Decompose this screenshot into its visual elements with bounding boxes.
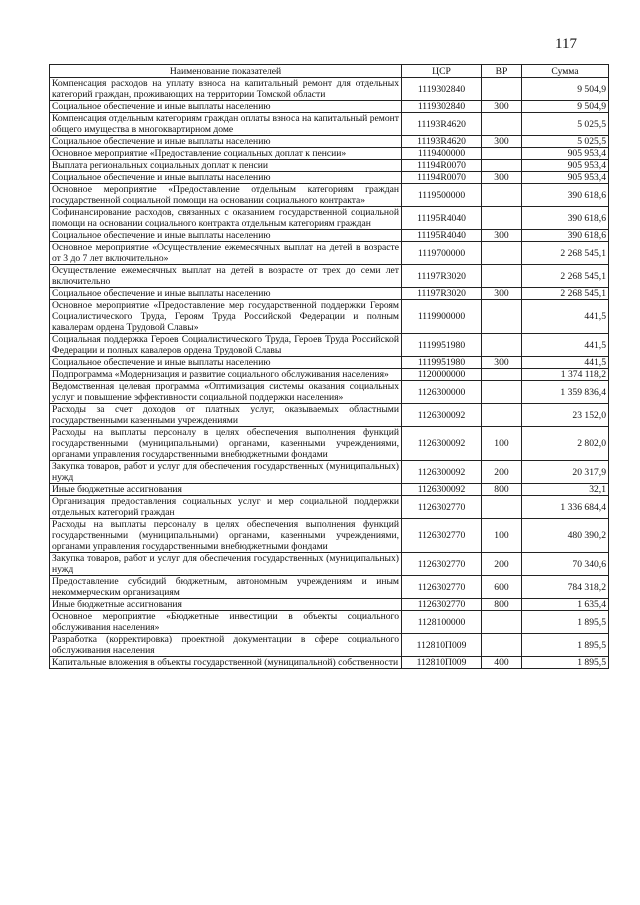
row-vr-cell xyxy=(482,611,522,634)
table-row xyxy=(50,576,609,599)
row-name-cell: Социальное обеспечение и иные выплаты населению xyxy=(50,357,402,369)
row-name-cell: Ведомственная целевая программа «Оптимизация системы оказания социальных услуг и повышение эффективности социальной поддержки населения» xyxy=(50,381,402,404)
row-csr-cell: 1119951980 xyxy=(402,357,482,369)
table-row xyxy=(50,369,609,381)
row-sum-cell: 784 318,2 xyxy=(522,576,609,599)
row-vr-cell xyxy=(482,148,522,160)
row-name-cell: Софинансирование расходов, связанных с оказанием государственной социальной помощи на основании социального контракта отдельным категориям граждан xyxy=(50,207,402,230)
table-header-row xyxy=(50,65,609,78)
row-vr-cell: 300 xyxy=(482,136,522,148)
header-sum: Сумма xyxy=(522,65,609,78)
table-row xyxy=(50,381,609,404)
row-sum-cell: 390 618,6 xyxy=(522,207,609,230)
row-sum-cell: 23 152,0 xyxy=(522,404,609,427)
row-vr-cell xyxy=(482,496,522,519)
row-name-cell: Социальное обеспечение и иные выплаты населению xyxy=(50,101,402,113)
row-name-cell: Социальное обеспечение и иные выплаты населению xyxy=(50,230,402,242)
row-name-cell: Предоставление субсидий бюджетным, автономным учреждениям и иным некоммерческим организациям xyxy=(50,576,402,599)
row-csr-cell: 1119400000 xyxy=(402,148,482,160)
row-csr-cell: 11197R3020 xyxy=(402,288,482,300)
row-sum-cell: 5 025,5 xyxy=(522,113,609,136)
header-vr: ВР xyxy=(482,65,522,78)
row-sum-cell: 1 374 118,2 xyxy=(522,369,609,381)
row-sum-cell: 905 953,4 xyxy=(522,148,609,160)
row-vr-cell: 300 xyxy=(482,230,522,242)
row-csr-cell: 1126302770 xyxy=(402,599,482,611)
table-row xyxy=(50,461,609,484)
row-name-cell: Разработка (корректировка) проектной документации в сфере социального обслуживания населения xyxy=(50,634,402,657)
row-vr-cell: 800 xyxy=(482,484,522,496)
row-vr-cell: 300 xyxy=(482,357,522,369)
table-row xyxy=(50,484,609,496)
row-sum-cell: 390 618,6 xyxy=(522,230,609,242)
row-sum-cell: 20 317,9 xyxy=(522,461,609,484)
row-csr-cell: 1126302770 xyxy=(402,519,482,553)
row-csr-cell: 11193R4620 xyxy=(402,113,482,136)
row-sum-cell: 441,5 xyxy=(522,334,609,357)
row-vr-cell xyxy=(482,184,522,207)
row-name-cell: Выплата региональных социальных доплат к пенсии xyxy=(50,160,402,172)
table-row xyxy=(50,496,609,519)
row-csr-cell: 1126302770 xyxy=(402,576,482,599)
row-sum-cell: 905 953,4 xyxy=(522,172,609,184)
row-vr-cell xyxy=(482,265,522,288)
table-row xyxy=(50,657,609,669)
row-vr-cell: 300 xyxy=(482,101,522,113)
row-sum-cell: 441,5 xyxy=(522,300,609,334)
row-csr-cell: 1119700000 xyxy=(402,242,482,265)
row-csr-cell: 11197R3020 xyxy=(402,265,482,288)
row-name-cell: Социальное обеспечение и иные выплаты населению xyxy=(50,136,402,148)
row-name-cell: Подпрограмма «Модернизация и развитие социального обслуживания населения» xyxy=(50,369,402,381)
row-name-cell: Социальное обеспечение и иные выплаты населению xyxy=(50,172,402,184)
row-vr-cell: 200 xyxy=(482,553,522,576)
row-csr-cell: 1126300092 xyxy=(402,484,482,496)
row-sum-cell: 480 390,2 xyxy=(522,519,609,553)
table-row xyxy=(50,357,609,369)
row-name-cell: Расходы за счет доходов от платных услуг, оказываемых областными государственными казенными учреждениями xyxy=(50,404,402,427)
table-row xyxy=(50,113,609,136)
row-vr-cell xyxy=(482,404,522,427)
row-sum-cell: 1 635,4 xyxy=(522,599,609,611)
row-csr-cell: 11193R4620 xyxy=(402,136,482,148)
table-row xyxy=(50,101,609,113)
row-name-cell: Социальное обеспечение и иные выплаты населению xyxy=(50,288,402,300)
table-row xyxy=(50,207,609,230)
table-row xyxy=(50,300,609,334)
row-vr-cell: 600 xyxy=(482,576,522,599)
row-vr-cell: 300 xyxy=(482,288,522,300)
row-vr-cell: 300 xyxy=(482,172,522,184)
table-row xyxy=(50,334,609,357)
row-csr-cell: 1119302840 xyxy=(402,78,482,101)
row-sum-cell: 905 953,4 xyxy=(522,160,609,172)
row-csr-cell: 11194R0070 xyxy=(402,160,482,172)
row-csr-cell: 112810П009 xyxy=(402,634,482,657)
row-sum-cell: 1 359 836,4 xyxy=(522,381,609,404)
budget-table xyxy=(49,64,609,669)
row-name-cell: Компенсация отдельным категориям граждан оплаты взноса на капитальный ремонт общего имущества в многоквартирном доме xyxy=(50,113,402,136)
table-row xyxy=(50,288,609,300)
row-vr-cell: 100 xyxy=(482,519,522,553)
row-sum-cell: 9 504,9 xyxy=(522,101,609,113)
row-name-cell: Компенсация расходов на уплату взноса на капитальный ремонт для отдельных категорий граждан, проживающих на территории Томской области xyxy=(50,78,402,101)
row-name-cell: Закупка товаров, работ и услуг для обеспечения государственных (муниципальных) нужд xyxy=(50,553,402,576)
row-sum-cell: 441,5 xyxy=(522,357,609,369)
row-sum-cell: 2 268 545,1 xyxy=(522,242,609,265)
row-csr-cell: 1126300092 xyxy=(402,427,482,461)
row-sum-cell: 9 504,9 xyxy=(522,78,609,101)
row-name-cell: Закупка товаров, работ и услуг для обеспечения государственных (муниципальных) нужд xyxy=(50,461,402,484)
row-vr-cell: 200 xyxy=(482,461,522,484)
row-vr-cell xyxy=(482,300,522,334)
table-row xyxy=(50,611,609,634)
row-csr-cell: 1126302770 xyxy=(402,553,482,576)
table-row xyxy=(50,78,609,101)
row-csr-cell: 11195R4040 xyxy=(402,230,482,242)
row-name-cell: Капитальные вложения в объекты государственной (муниципальной) собственности xyxy=(50,657,402,669)
table-row xyxy=(50,230,609,242)
row-name-cell: Иные бюджетные ассигнования xyxy=(50,484,402,496)
row-vr-cell xyxy=(482,160,522,172)
header-csr: ЦСР xyxy=(402,65,482,78)
table-row xyxy=(50,160,609,172)
row-vr-cell xyxy=(482,78,522,101)
row-sum-cell: 2 268 545,1 xyxy=(522,288,609,300)
row-csr-cell: 1126300000 xyxy=(402,381,482,404)
row-vr-cell xyxy=(482,207,522,230)
row-csr-cell: 1119302840 xyxy=(402,101,482,113)
row-name-cell: Социальная поддержка Героев Социалистического Труда, Героев Труда Российской Федерации и полных кавалеров ордена Трудовой Славы xyxy=(50,334,402,357)
table-row xyxy=(50,265,609,288)
row-name-cell: Основное мероприятие «Предоставление отдельным категориям граждан государственной социальной помощи на основании социального контракта» xyxy=(50,184,402,207)
row-sum-cell: 2 802,0 xyxy=(522,427,609,461)
table-row xyxy=(50,427,609,461)
table-row xyxy=(50,634,609,657)
row-name-cell: Осуществление ежемесячных выплат на детей в возрасте от трех до семи лет включительно xyxy=(50,265,402,288)
row-vr-cell xyxy=(482,334,522,357)
table-row xyxy=(50,519,609,553)
row-csr-cell: 112810П009 xyxy=(402,657,482,669)
row-csr-cell: 1119900000 xyxy=(402,300,482,334)
row-sum-cell: 32,1 xyxy=(522,484,609,496)
row-sum-cell: 390 618,6 xyxy=(522,184,609,207)
table-row xyxy=(50,148,609,160)
row-sum-cell: 1 895,5 xyxy=(522,611,609,634)
row-name-cell: Расходы на выплаты персоналу в целях обеспечения выполнения функций государственными (муниципальными) органами, казенными учреждениями, органами управления государственными внебюджетными фондами xyxy=(50,519,402,553)
header-name: Наименование показателей xyxy=(50,65,402,78)
row-vr-cell: 800 xyxy=(482,599,522,611)
table-row xyxy=(50,172,609,184)
row-csr-cell: 1126300092 xyxy=(402,404,482,427)
row-vr-cell xyxy=(482,113,522,136)
row-csr-cell: 1126302770 xyxy=(402,496,482,519)
row-csr-cell: 1119500000 xyxy=(402,184,482,207)
row-sum-cell: 1 336 684,4 xyxy=(522,496,609,519)
table-row xyxy=(50,404,609,427)
row-csr-cell: 1126300092 xyxy=(402,461,482,484)
row-sum-cell: 70 340,6 xyxy=(522,553,609,576)
table-row xyxy=(50,136,609,148)
row-csr-cell: 11195R4040 xyxy=(402,207,482,230)
row-sum-cell: 1 895,5 xyxy=(522,657,609,669)
row-vr-cell xyxy=(482,369,522,381)
row-csr-cell: 11194R0070 xyxy=(402,172,482,184)
row-vr-cell xyxy=(482,634,522,657)
row-vr-cell xyxy=(482,381,522,404)
row-sum-cell: 1 895,5 xyxy=(522,634,609,657)
row-name-cell: Основное мероприятие «Осуществление ежемесячных выплат на детей в возрасте от 3 до 7 лет включительно» xyxy=(50,242,402,265)
row-vr-cell xyxy=(482,242,522,265)
table-row xyxy=(50,184,609,207)
row-name-cell: Организация предоставления социальных услуг и мер социальной поддержки отдельных категорий граждан xyxy=(50,496,402,519)
row-name-cell: Основное мероприятие «Бюджетные инвестиции в объекты социального обслуживания населения» xyxy=(50,611,402,634)
table-row xyxy=(50,553,609,576)
row-vr-cell: 400 xyxy=(482,657,522,669)
row-name-cell: Расходы на выплаты персоналу в целях обеспечения выполнения функций государственными (муниципальными) органами, казенными учреждениями, органами управления государственными внебюджетными фондами xyxy=(50,427,402,461)
table-row xyxy=(50,242,609,265)
row-name-cell: Основное мероприятие «Предоставление социальных доплат к пенсии» xyxy=(50,148,402,160)
row-sum-cell: 2 268 545,1 xyxy=(522,265,609,288)
table-row xyxy=(50,599,609,611)
row-vr-cell: 100 xyxy=(482,427,522,461)
row-csr-cell: 1128100000 xyxy=(402,611,482,634)
row-sum-cell: 5 025,5 xyxy=(522,136,609,148)
row-name-cell: Основное мероприятие «Предоставление мер государственной поддержки Героям Социалистического Труда, Героям Труда Российской Федерации и полным кавалерам ордена Трудовой Славы» xyxy=(50,300,402,334)
row-csr-cell: 1119951980 xyxy=(402,334,482,357)
row-name-cell: Иные бюджетные ассигнования xyxy=(50,599,402,611)
page-number: 117 xyxy=(555,36,577,52)
row-csr-cell: 1120000000 xyxy=(402,369,482,381)
